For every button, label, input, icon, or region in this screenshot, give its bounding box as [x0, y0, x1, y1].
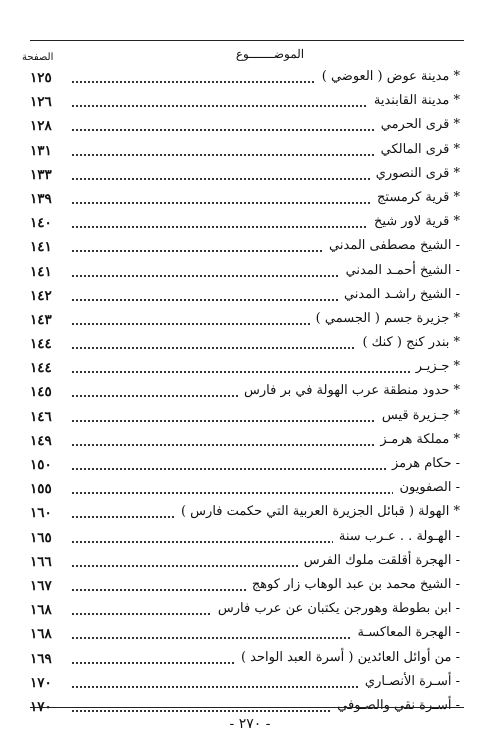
- toc-entry: [22, 503, 464, 527]
- entry-page-number: ١٤٦: [30, 408, 52, 425]
- entry-title: * قرية لاور شيخ: [368, 214, 460, 229]
- toc-entry: [22, 649, 464, 673]
- entry-page-number: ١٤٥: [30, 384, 52, 401]
- entry-title: * جزيرة جسم ( الجسمي ): [310, 311, 460, 326]
- toc-entry: [22, 576, 464, 600]
- entry-title: * الهولة ( قبائل الجزيرة العربية التي حكمت فارس ): [175, 504, 460, 519]
- entry-title: * قرى النصوري: [370, 166, 460, 181]
- entry-title: - الهـولة . . عـرب سنة: [333, 529, 460, 544]
- bottom-rule: [30, 707, 464, 708]
- entry-page-number: ١٤٠: [30, 215, 52, 232]
- entry-page-number: ١٦٠: [30, 505, 52, 522]
- entry-page-number: ١٥٠: [30, 457, 52, 473]
- entry-title: * قرى الحرمي: [375, 117, 460, 132]
- page-number: - ٢٧٠ -: [229, 716, 271, 732]
- entry-page-number: ١٣١: [30, 142, 52, 159]
- entry-title: * بندر كنج ( كنك ): [356, 335, 460, 350]
- toc-entry: [22, 382, 464, 406]
- toc-entry: [22, 310, 464, 334]
- entry-title: * حدود منطقة عرب الهولة في بر فارس: [238, 383, 460, 398]
- toc-entry: [22, 68, 464, 92]
- entry-title: - من أوائل العائدين ( أسرة العبد الواحد ): [235, 650, 460, 665]
- toc-entry: [22, 673, 464, 697]
- entry-page-number: ١٦٨: [30, 626, 52, 643]
- entry-page-number: ١٦٥: [30, 529, 52, 546]
- entry-title: * قرية كرمستج: [371, 190, 460, 205]
- entry-page-number: ١٤٩: [30, 432, 52, 449]
- toc-entry: [22, 286, 464, 310]
- toc-entry: [22, 528, 464, 552]
- entry-page-number: ١٦٩: [30, 650, 52, 667]
- entry-title: - الشيخ راشـد المدني: [338, 287, 460, 302]
- entry-title: - أسـرة الأنصـاري: [359, 674, 460, 689]
- entry-page-number: ١٤٤: [30, 336, 52, 353]
- entry-title: - أسـرة نقي والصـوفي: [331, 698, 460, 713]
- toc-entry: [22, 455, 464, 479]
- dot-leader: [72, 371, 458, 373]
- toc-entry: [22, 334, 464, 358]
- entry-title: - ابن بطوطة وهورجن يكتبان عن عرب فارس: [212, 601, 460, 616]
- toc-entry: [22, 165, 464, 189]
- toc-entry: [22, 479, 464, 503]
- entry-title: - الصفويون: [393, 480, 460, 495]
- toc-entry: [22, 213, 464, 237]
- toc-entry: [22, 262, 464, 286]
- entry-title: - الشيخ محمد بن عبد الوهاب زار كوهج: [246, 577, 460, 592]
- entry-title: * مدينة عوض ( العوضي ): [316, 69, 460, 84]
- entry-page-number: ١٦٨: [30, 602, 52, 619]
- entry-title: - الهجرة أقلقت ملوك الفرس: [298, 553, 460, 568]
- entry-title: - الشيخ أحمـد المدني: [340, 263, 460, 278]
- entry-page-number: ١٣٣: [30, 166, 52, 183]
- entry-page-number: ١٢٥: [30, 70, 52, 86]
- entry-page-number: ١٤٤: [30, 360, 52, 377]
- entry-page-number: ١٤١: [30, 239, 52, 256]
- table-of-contents: [22, 68, 464, 721]
- toc-entry: [22, 358, 464, 382]
- entry-title: * جـزيـر: [410, 359, 460, 374]
- entry-page-number: ١٢٨: [30, 118, 52, 135]
- entry-page-number: ١٧٠: [30, 698, 52, 715]
- entry-title: - حكام هرمز: [386, 456, 460, 471]
- entry-title: * جـزيرة قيس: [376, 408, 460, 423]
- entry-page-number: ١٤٣: [30, 311, 52, 328]
- toc-entry: [22, 624, 464, 648]
- toc-entry: [22, 189, 464, 213]
- entry-title: - الشيخ مصطفى المدني: [323, 238, 460, 253]
- toc-entry: [22, 600, 464, 624]
- entry-page-number: ١٦٧: [30, 577, 52, 594]
- entry-page-number: ١٥٥: [30, 481, 52, 498]
- entry-page-number: ١٤١: [30, 263, 52, 280]
- toc-entry: [22, 116, 464, 140]
- entry-page-number: ١٢٦: [30, 94, 52, 111]
- entry-page-number: ١٦٦: [30, 553, 52, 570]
- toc-entry: [22, 92, 464, 116]
- page-column-header: الصفحة: [22, 52, 54, 63]
- top-rule: [30, 40, 464, 41]
- toc-entry: [22, 237, 464, 261]
- entry-title: * مملكة هرمـز: [374, 432, 460, 447]
- toc-entry: [22, 431, 464, 455]
- entry-page-number: ١٤٢: [30, 287, 52, 304]
- toc-entry: [22, 407, 464, 431]
- entry-title: * مدينة القابندية: [368, 93, 460, 108]
- topic-column-header: الموضـــــــوع: [235, 47, 305, 61]
- toc-entry: [22, 552, 464, 576]
- entry-title: * قرى المالكي: [375, 142, 460, 157]
- entry-page-number: ١٣٩: [30, 190, 52, 207]
- entry-title: - الهجرة المعاكسـة: [352, 625, 460, 640]
- entry-page-number: ١٧٠: [30, 674, 52, 691]
- toc-entry: [22, 141, 464, 165]
